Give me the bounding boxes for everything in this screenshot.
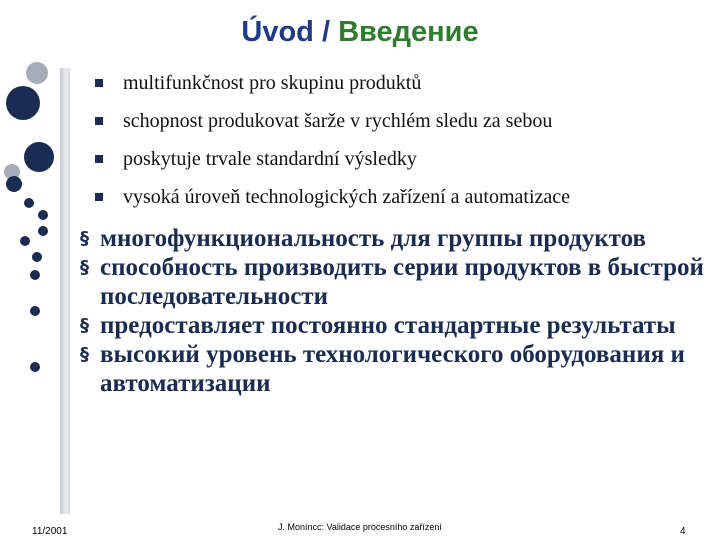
footer-caption: J. Moníncc: Validace procesního zařízení [278,522,442,532]
list-item-text: vysoká úroveň technologických zařízení a automatizace [123,186,571,208]
list-item-text: способность производить серии продуктов в быстрой последовательности [100,254,704,310]
vertical-decor-bar [60,68,70,514]
page-number: 4 [680,526,686,537]
decor-dot [30,306,40,316]
russian-bullet-list [80,224,716,398]
czech-bullet-list [95,64,570,216]
section-bullet-icon: § [80,228,89,249]
slide-title [0,12,720,52]
section-bullet-icon: § [80,344,89,365]
square-bullet-icon [95,155,103,163]
list-item-text: poskytuje trvale standardní výsledky [123,148,417,170]
list-item-text: предоставляет постоянно стандартные результаты [100,312,676,339]
decor-dot [38,210,48,220]
list-item [80,311,716,340]
decor-dot [32,252,42,262]
list-item [95,102,570,140]
decor-dot [24,198,34,208]
decor-dot [20,236,30,246]
footer-date: 11/2001 [32,526,68,537]
decor-dot [26,62,48,84]
square-bullet-icon [95,193,103,201]
list-item-text: multifunkčnost pro skupinu produktů [123,72,422,94]
list-item [80,224,716,253]
list-item-text: высокий уровень технологического оборудования и автоматизации [100,341,685,397]
title-russian: Введение [338,16,479,48]
list-item [95,140,570,178]
decor-dot [30,270,40,280]
section-bullet-icon: § [80,257,89,278]
list-item-text: многофункциональность для группы продуктов [100,225,646,252]
decor-dot [6,86,40,120]
list-item [80,340,716,398]
decor-dot [24,142,54,172]
decor-dot [30,362,40,372]
decor-dot [38,226,48,236]
list-item-text: schopnost produkovat šarže v rychlém sledu za sebou [123,110,553,132]
square-bullet-icon [95,117,103,125]
list-item [80,253,716,311]
list-item [95,178,570,216]
title-czech: Úvod / [241,16,339,48]
list-item [95,64,570,102]
square-bullet-icon [95,79,103,87]
decor-dot [6,176,22,192]
section-bullet-icon: § [80,315,89,336]
